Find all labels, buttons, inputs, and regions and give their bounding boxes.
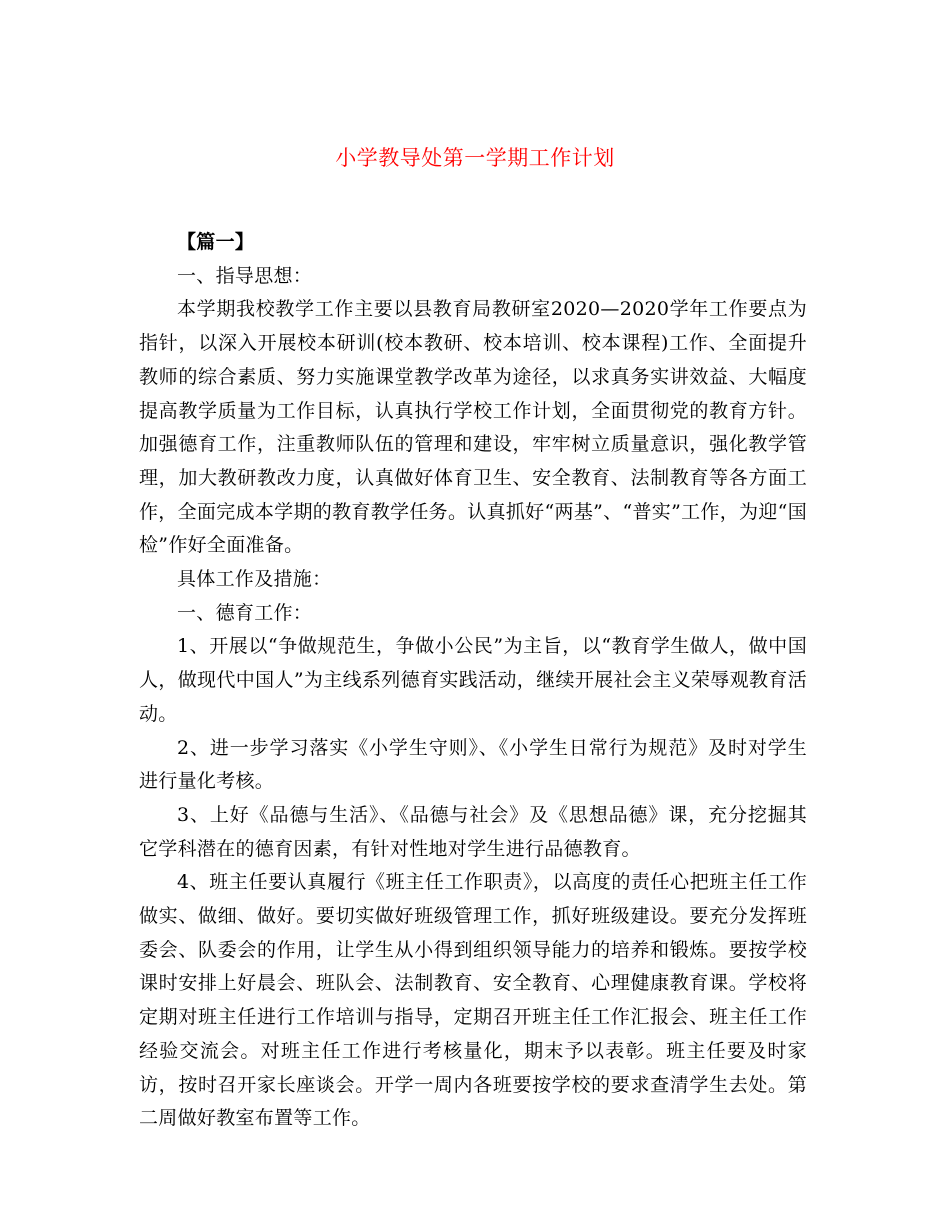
list-item-2: 2、进一步学习落实《小学生守则》、《小学生日常行为规范》及时对学生进行量化考核。 xyxy=(139,736,807,793)
document-body xyxy=(139,226,807,1136)
section-heading-moral-education: 一、德育工作： xyxy=(177,601,313,624)
paragraph-guiding-ideology: 本学期我校教学工作主要以县教育局教研室2020—2020学年工作要点为指针，以深入开展校本研训(校本教研、校本培训、校本课程)工作、全面提升教师的综合素质、努力实施课堂教学改革为途径，以求真务实讲效益、大幅度提高教学质量为工作目标，认真执行学校工作计划，全面贯彻党的教育方针。加强德育工作，注重教师队伍的管理和建设，牢牢树立质量意识，强化教学管理，加大教研教改力度，认真做好体育卫生、安全教育、法制教育等各方面工作，全面完成本学期的教育教学任务。认真抓好“两基”、“普实”工作，为迎“国检”作好全面准备。 xyxy=(139,298,807,557)
list-item-3: 3、上好《品德与生活》、《品德与社会》及《思想品德》课，充分挖掘其它学科潜在的德育因素，有针对性地对学生进行品德教育。 xyxy=(139,803,807,860)
section-heading-guiding-ideology: 一、指导思想： xyxy=(177,264,313,287)
section-heading-measures: 具体工作及措施： xyxy=(177,568,332,591)
list-item-1: 1、开展以“争做规范生，争做小公民”为主旨，以“教育学生做人，做中国人，做现代中国人”为主线系列德育实践活动，继续开展社会主义荣辱观教育活动。 xyxy=(139,635,807,725)
part-heading: 【篇一】 xyxy=(177,231,255,253)
document-title: 小学教导处第一学期工作计划 xyxy=(335,146,615,170)
list-item-4: 4、班主任要认真履行《班主任工作职责》，以高度的责任心把班主任工作做实、做细、做好。要切实做好班级管理工作，抓好班级建设。要充分发挥班委会、队委会的作用，让学生从小得到组织领导能力的培养和锻炼。要按学校课时安排上好晨会、班队会、法制教育、安全教育、心理健康教育课。学校将定期对班主任进行工作培训与指导，定期召开班主任工作汇报会、班主任工作经验交流会。对班主任工作进行考核量化，期末予以表彰。班主任要及时家访，按时召开家长座谈会。开学一周内各班要按学校的要求查清学生去处。第二周做好教室布置等工作。 xyxy=(139,871,807,1130)
